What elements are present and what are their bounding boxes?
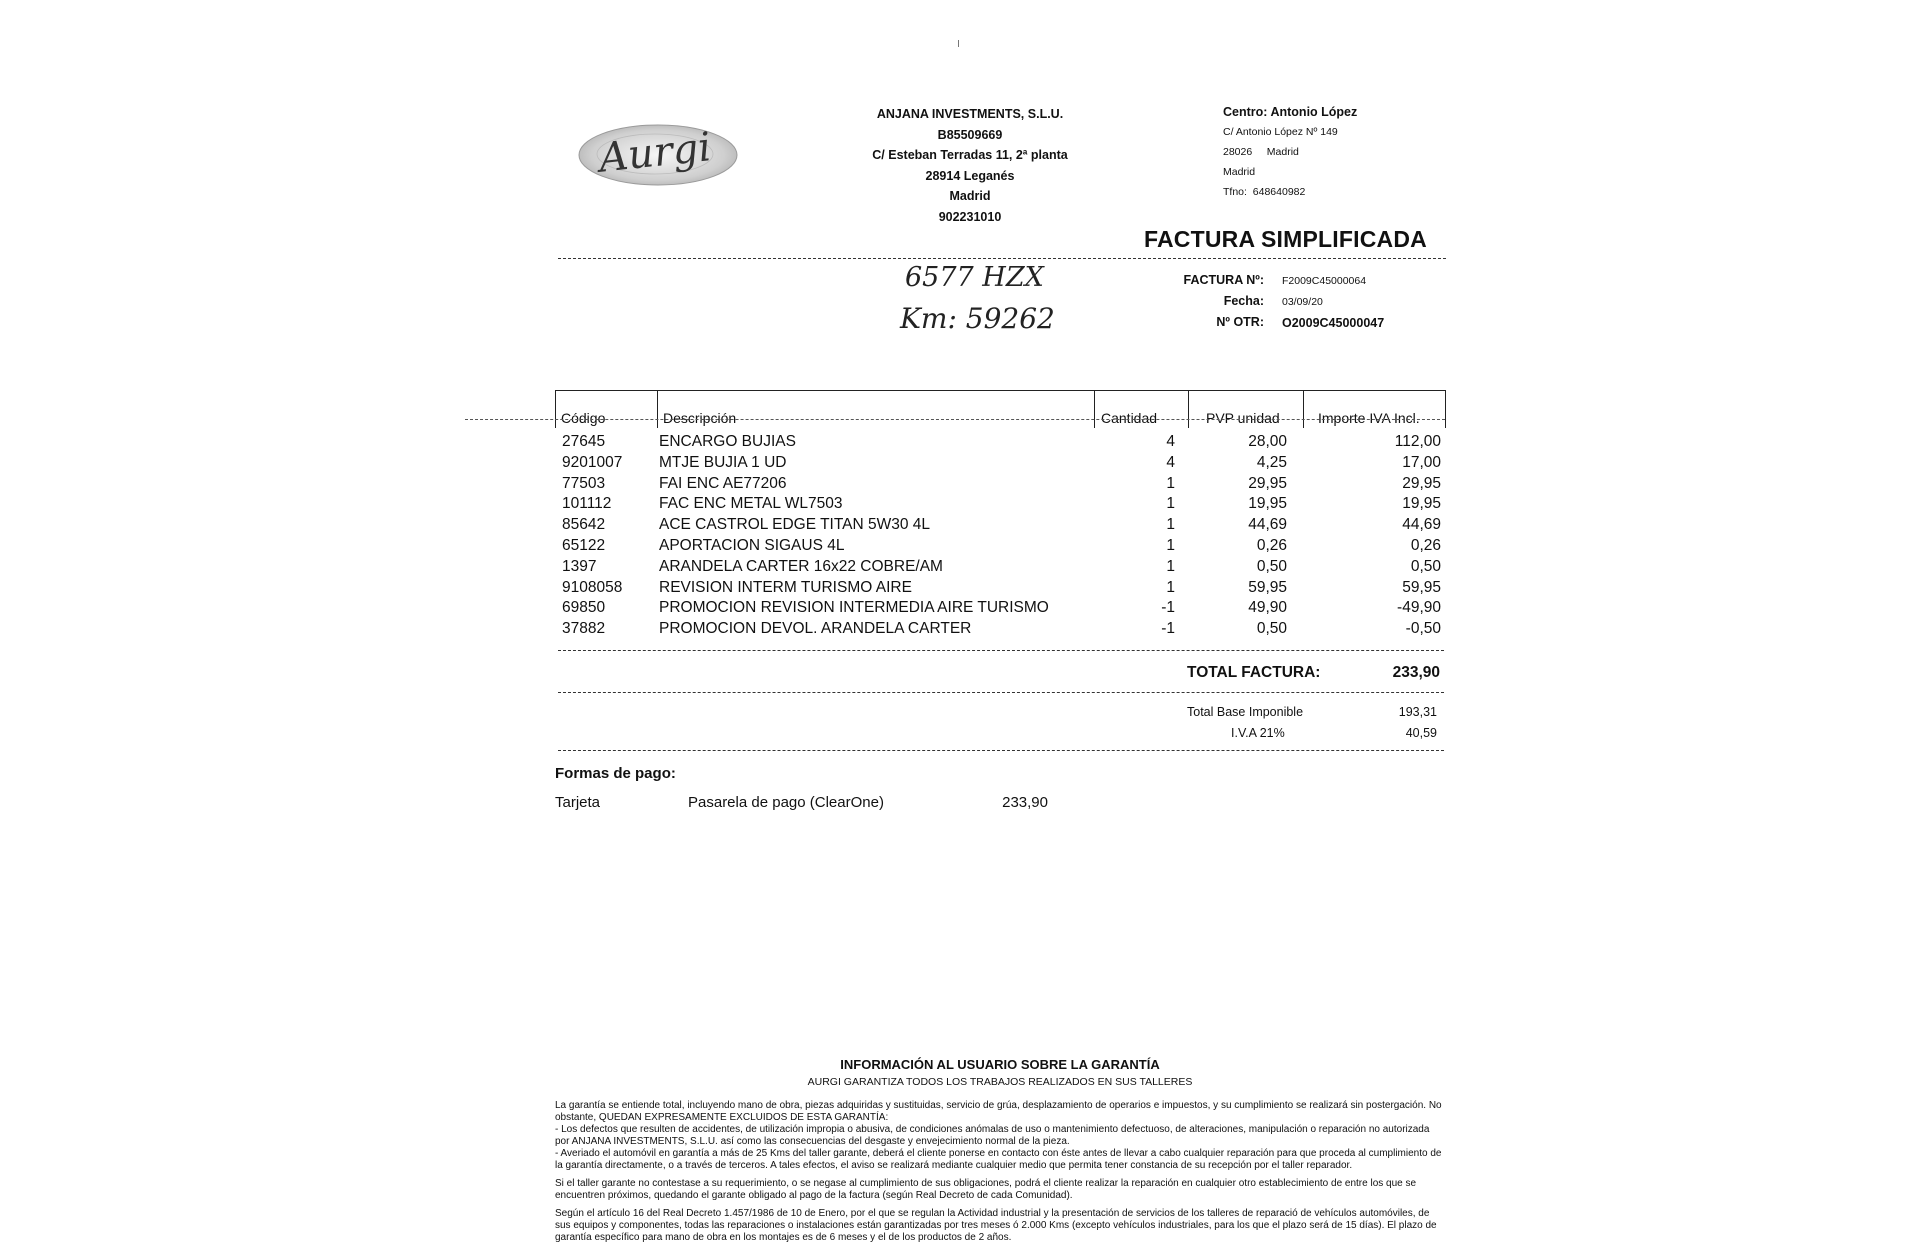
company-street: C/ Esteban Terradas 11, 2ª planta [872, 148, 1068, 162]
cell-descripcion: REVISION INTERM TURISMO AIRE [659, 578, 912, 596]
company-province: Madrid [949, 189, 991, 203]
cell-importe: 59,95 [1402, 578, 1441, 596]
table-body [555, 433, 1444, 643]
cell-pvp: 44,69 [1248, 516, 1287, 534]
cell-pvp: 28,00 [1248, 433, 1287, 450]
cell-descripcion: FAI ENC AE77206 [659, 474, 787, 492]
cell-pvp: 0,26 [1256, 537, 1287, 554]
cell-cantidad: 4 [1166, 453, 1175, 471]
cell-pvp: 29,95 [1248, 474, 1287, 492]
warranty-paragraph: - Averiado el automóvil en garantía a más de 25 Kms del taller garante, deberá el cliente ponerse en contacto con éste antes de llevar a cabo cualquier reparación para que proceda al cumplimiento de la garantía directamente, o a través de terceros. A tales efectos, el aviso se realizará mediante cualquier medio que permita tener constancia de su recepción por el taller reparador. [555, 1148, 1442, 1171]
table-row [555, 558, 1444, 578]
otr-value: O2009C45000047 [1282, 316, 1385, 330]
table-row [555, 579, 1444, 599]
header-codigo: Código [561, 410, 606, 426]
table-row [555, 495, 1444, 515]
base-label: Total Base Imponible [1187, 705, 1304, 719]
table-header [555, 390, 1446, 428]
table-row [555, 599, 1444, 619]
header-cantidad: Cantidad [1101, 410, 1158, 426]
payment-amount: 233,90 [1002, 794, 1048, 811]
center-postal-line [1223, 146, 1473, 166]
cell-importe: -0,50 [1405, 620, 1441, 638]
center-phone: 648640982 [1252, 186, 1306, 198]
otr-label: Nº OTR: [1216, 315, 1264, 329]
company-city: 28914 Leganés [925, 168, 1015, 183]
cell-codigo: 1397 [562, 557, 597, 575]
cell-cantidad: 1 [1166, 495, 1175, 513]
table-row [555, 454, 1444, 474]
center-phone-label: Tfno: [1223, 186, 1247, 198]
center-postal: 28026 [1223, 146, 1253, 158]
table-row [555, 433, 1444, 453]
cell-codigo: 69850 [562, 599, 606, 617]
cell-cantidad: 4 [1166, 433, 1175, 450]
base-value: 193,31 [1398, 705, 1437, 719]
cell-cantidad: 1 [1166, 537, 1175, 554]
cell-cantidad: -1 [1161, 599, 1175, 617]
cell-descripcion: ARANDELA CARTER 16x22 COBRE/AM [659, 557, 943, 575]
center-phone-line [1223, 186, 1473, 206]
center-province: Madrid [1223, 166, 1256, 178]
table-row [555, 620, 1444, 640]
cell-descripcion: PROMOCION REVISION INTERMEDIA AIRE TURISMO [659, 599, 1049, 617]
center-label: Centro: [1223, 105, 1268, 119]
cell-pvp: 19,95 [1248, 495, 1287, 513]
cell-importe: -49,90 [1397, 599, 1441, 617]
doc-title: FACTURA SIMPLIFICADA [1144, 226, 1427, 252]
cell-descripcion: APORTACION SIGAUS 4L [659, 537, 845, 554]
company-block [835, 104, 1105, 227]
center-city: Madrid [1266, 146, 1299, 158]
table-row [555, 516, 1444, 536]
company-cif: B85509669 [937, 127, 1003, 142]
factura-label: FACTURA Nº: [1183, 273, 1264, 287]
total-value: 233,90 [1392, 664, 1440, 681]
payment-title: Formas de pago: [555, 765, 676, 782]
warranty-subtitle: AURGI GARANTIZA TODOS LOS TRABAJOS REALIZADOS EN SUS TALLERES [807, 1076, 1193, 1088]
cell-codigo: 77503 [562, 474, 606, 492]
center-name-line [1223, 105, 1473, 126]
factura-value: F2009C45000064 [1282, 275, 1367, 287]
cell-importe: 17,00 [1402, 453, 1441, 471]
cell-codigo: 101112 [562, 495, 612, 513]
tax-divider [558, 750, 1444, 751]
warranty-title: INFORMACIÓN AL USUARIO SOBRE LA GARANTÍA [840, 1057, 1160, 1072]
fecha-label: Fecha: [1223, 294, 1264, 308]
cell-codigo: 85642 [562, 516, 606, 534]
cell-importe: 0,26 [1410, 537, 1441, 554]
payment-gateway: Pasarela de pago (ClearOne) [688, 794, 884, 811]
header-pvp: PVP unidad [1206, 410, 1280, 426]
header-scan-line [465, 419, 1445, 420]
cell-codigo: 9108058 [562, 578, 623, 596]
header-descripcion: Descripción [663, 410, 737, 426]
warranty-paragraph: - Los defectos que resulten de accidentes, de utilización impropia o abusiva, de condiciones anómalas de uso o mantenimiento defectuoso, de alteraciones, manipulación o reparación no autorizada por ANJANA INVESTMENTS, S.L.U. así como las consecuencias del desgaste y envejecimiento normal de la pieza. [555, 1124, 1430, 1147]
iva-value: 40,59 [1405, 726, 1437, 740]
cell-importe: 112,00 [1394, 433, 1441, 450]
center-name: Antonio López [1270, 105, 1358, 119]
total-label: TOTAL FACTURA: [1187, 664, 1321, 681]
cell-descripcion: ENCARGO BUJIAS [659, 433, 796, 450]
cell-cantidad: 1 [1166, 557, 1175, 575]
cell-codigo: 9201007 [562, 453, 623, 471]
fecha-value: 03/09/20 [1282, 296, 1323, 308]
total-divider [558, 692, 1444, 693]
cell-codigo: 27645 [562, 433, 606, 450]
warranty-paragraph: La garantía se entiende total, incluyendo mano de obra, piezas adquiridas y sustituidas, servicio de grúa, desplazamiento de operarios e impuestos, y su cumplimiento se realizará sin postergación. No obstante, QUEDAN EXPRESAMENTE EXCLUIDOS DE ESTA GARANTÍA: [555, 1100, 1442, 1123]
cell-pvp: 0,50 [1256, 557, 1287, 575]
header-divider [558, 258, 1446, 259]
company-name: ANJANA INVESTMENTS, S.L.U. [876, 107, 1064, 121]
cell-pvp: 4,25 [1256, 453, 1287, 471]
warranty-paragraph: Según el artículo 16 del Real Decreto 1.457/1986 de 10 de Enero, por el que se regulan la Actividad industrial y la presentación de servicios de los talleres de reparació de vehículos automóviles, de sus equipos y componentes, todas las reparaciones o instalaciones están garantizadas por tres meses ó 2.000 Kms (excepto vehículos industriales, para los que el plazo será de 15 días). El plazo de garantía específico para mano de obra en los montajes es de 6 meses y el de los productos de 2 años. [555, 1208, 1437, 1243]
cell-cantidad: 1 [1166, 516, 1175, 534]
cell-cantidad: -1 [1161, 620, 1175, 638]
cell-pvp: 59,95 [1248, 578, 1287, 596]
header-importe: Importe IVA Incl. [1318, 410, 1420, 426]
warranty-text [555, 1100, 1445, 1250]
center-block [1223, 105, 1473, 206]
cell-cantidad: 1 [1166, 474, 1175, 492]
company-phone: 902231010 [938, 209, 1002, 224]
cell-cantidad: 1 [1166, 578, 1175, 596]
handwritten-plate: 6577 HZX [905, 262, 1044, 293]
cell-descripcion: MTJE BUJIA 1 UD [659, 453, 787, 471]
warranty-paragraph: Si el taller garante no contestase a su requerimiento, o se negase al cumplimiento de sus obligaciones, podrá el cliente realizar la reparación en cualquier otro establecimiento de entre los que se encuentren próximos, quedando el garante obligado al pago de la factura (según Real Decreto de cada Comunidad). [555, 1178, 1417, 1201]
table-row [555, 537, 1444, 557]
cell-importe: 19,95 [1402, 495, 1441, 513]
rows-divider [558, 650, 1444, 651]
center-address: C/ Antonio López Nº 149 [1223, 126, 1338, 138]
cell-descripcion: FAC ENC METAL WL7503 [659, 495, 843, 513]
iva-label: I.V.A 21% [1231, 726, 1285, 740]
cell-importe: 44,69 [1402, 516, 1441, 534]
cell-pvp: 0,50 [1256, 620, 1287, 638]
aurgi-logo [577, 120, 739, 190]
cell-importe: 29,95 [1402, 474, 1441, 492]
cell-descripcion: PROMOCION DEVOL. ARANDELA CARTER [659, 620, 972, 638]
cell-pvp: 49,90 [1248, 599, 1287, 617]
cell-codigo: 65122 [562, 537, 606, 554]
handwritten-km: Km: 59262 [900, 302, 1055, 335]
cell-descripcion: ACE CASTROL EDGE TITAN 5W30 4L [659, 516, 931, 534]
logo-text: Aurgi [596, 124, 714, 182]
table-row [555, 475, 1444, 495]
cell-codigo: 37882 [562, 620, 606, 638]
scan-mark [958, 40, 959, 47]
cell-importe: 0,50 [1410, 557, 1441, 575]
payment-method: Tarjeta [555, 794, 601, 811]
